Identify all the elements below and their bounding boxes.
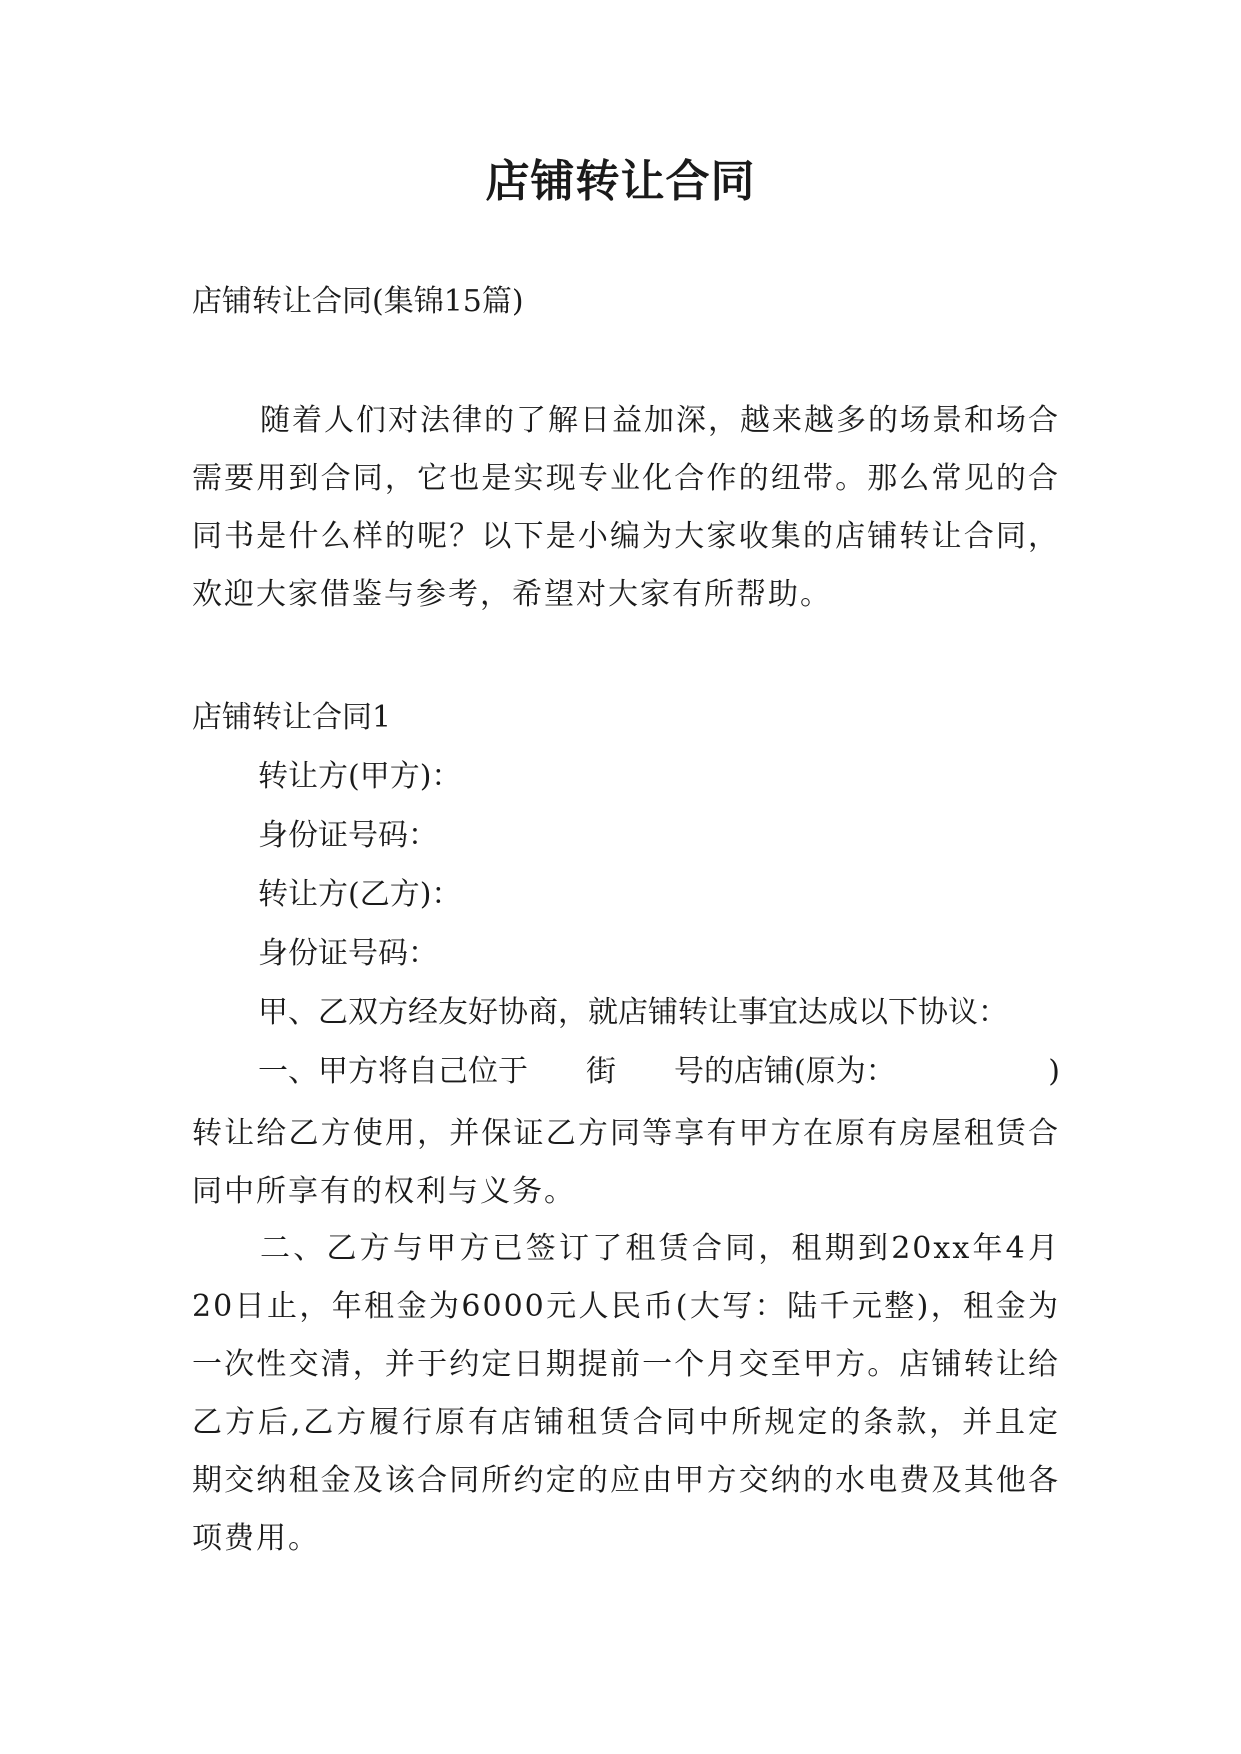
party-b-id-label: 身份证号码： — [258, 936, 438, 971]
agreement-intro: 甲、乙双方经友好协商，就店铺转让事宜达成以下协议： — [258, 995, 1008, 1030]
clause-1-text-b: 街 — [586, 1054, 616, 1089]
clause-1-continuation: 转让给乙方使用，并保证乙方同等享有甲方在原有房屋租赁合同中所享有的权利与义务。 — [192, 1116, 1060, 1209]
party-a-label: 转让方(甲方)： — [258, 759, 462, 794]
section-heading: 店铺转让合同1 — [192, 700, 392, 735]
clause-1-text-c: 号的店铺(原为： — [674, 1054, 896, 1089]
clause-2-paragraph: 二、乙方与甲方已签订了租赁合同，租期到20xx年4月20日止，年租金为6000元人民币(大写：陆千元整)，租金为一次性交清，并于约定日期提前一个月交至甲方。店铺转让给乙方后,乙方履行原有店铺租赁合同中所规定的条款，并且定期交纳租金及该合同所约定的应由甲方交纳的水电费及其他各项费用。 — [192, 1231, 1060, 1556]
intro-paragraph: 随着人们对法律的了解日益加深，越来越多的场景和场合需要用到合同，它也是实现专业化合作的纽带。那么常见的合同书是什么样的呢？以下是小编为大家收集的店铺转让合同，欢迎大家借鉴与参考，希望对大家有所帮助。 — [192, 403, 1060, 612]
document-subtitle: 店铺转让合同(集锦15篇) — [192, 284, 524, 319]
clause-1-first-line — [258, 1052, 1060, 1092]
party-a-id-label: 身份证号码： — [258, 818, 438, 853]
clause-1-text-d: ) — [1048, 1054, 1060, 1089]
clause-1-text-a: 一、甲方将自己位于 — [258, 1054, 528, 1089]
document-title: 店铺转让合同 — [485, 156, 756, 207]
party-b-label: 转让方(乙方)： — [258, 877, 462, 912]
